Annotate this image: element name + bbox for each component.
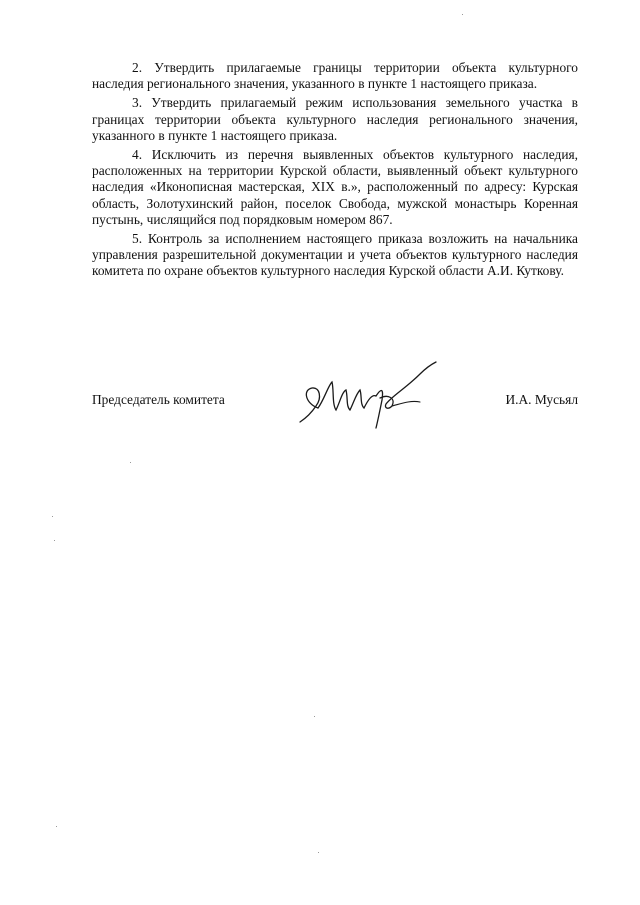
handwritten-signature xyxy=(296,360,446,430)
paragraph-5: 5. Контроль за исполнением настоящего приказа возложить на начальника управления разрешительной документации и учета объектов культурного наследия комитета по охране объектов культурного наследия Курской области А.И. Куткову. xyxy=(92,231,578,279)
scan-speck xyxy=(56,826,57,827)
signatory-role: Председатель комитета xyxy=(92,392,225,407)
scan-speck xyxy=(462,14,463,15)
scan-speck xyxy=(54,540,55,541)
signatory-name: И.А. Мусьял xyxy=(505,392,578,407)
scan-speck xyxy=(130,462,131,463)
scan-speck xyxy=(314,716,315,717)
paragraph-4: 4. Исключить из перечня выявленных объектов культурного наследия, расположенных на территории Курской области, выявленный объект культурного наследия «Иконописная мастерская, XIX в.», расположенный по адресу: Курская область, Золотухинский район, поселок Свобода, мужской монастырь Коренная пустынь, числящийся под порядковым номером 867. xyxy=(92,147,578,227)
paragraph-3: 3. Утвердить прилагаемый режим использования земельного участка в границах территории объекта культурного наследия регионального значения, указанного в пункте 1 настоящего приказа. xyxy=(92,95,578,143)
scan-speck xyxy=(52,516,53,517)
paragraph-2: 2. Утвердить прилагаемые границы территории объекта культурного наследия регионального значения, указанного в пункте 1 настоящего приказа. xyxy=(92,60,578,92)
scan-speck xyxy=(318,852,319,853)
order-text xyxy=(92,60,578,283)
